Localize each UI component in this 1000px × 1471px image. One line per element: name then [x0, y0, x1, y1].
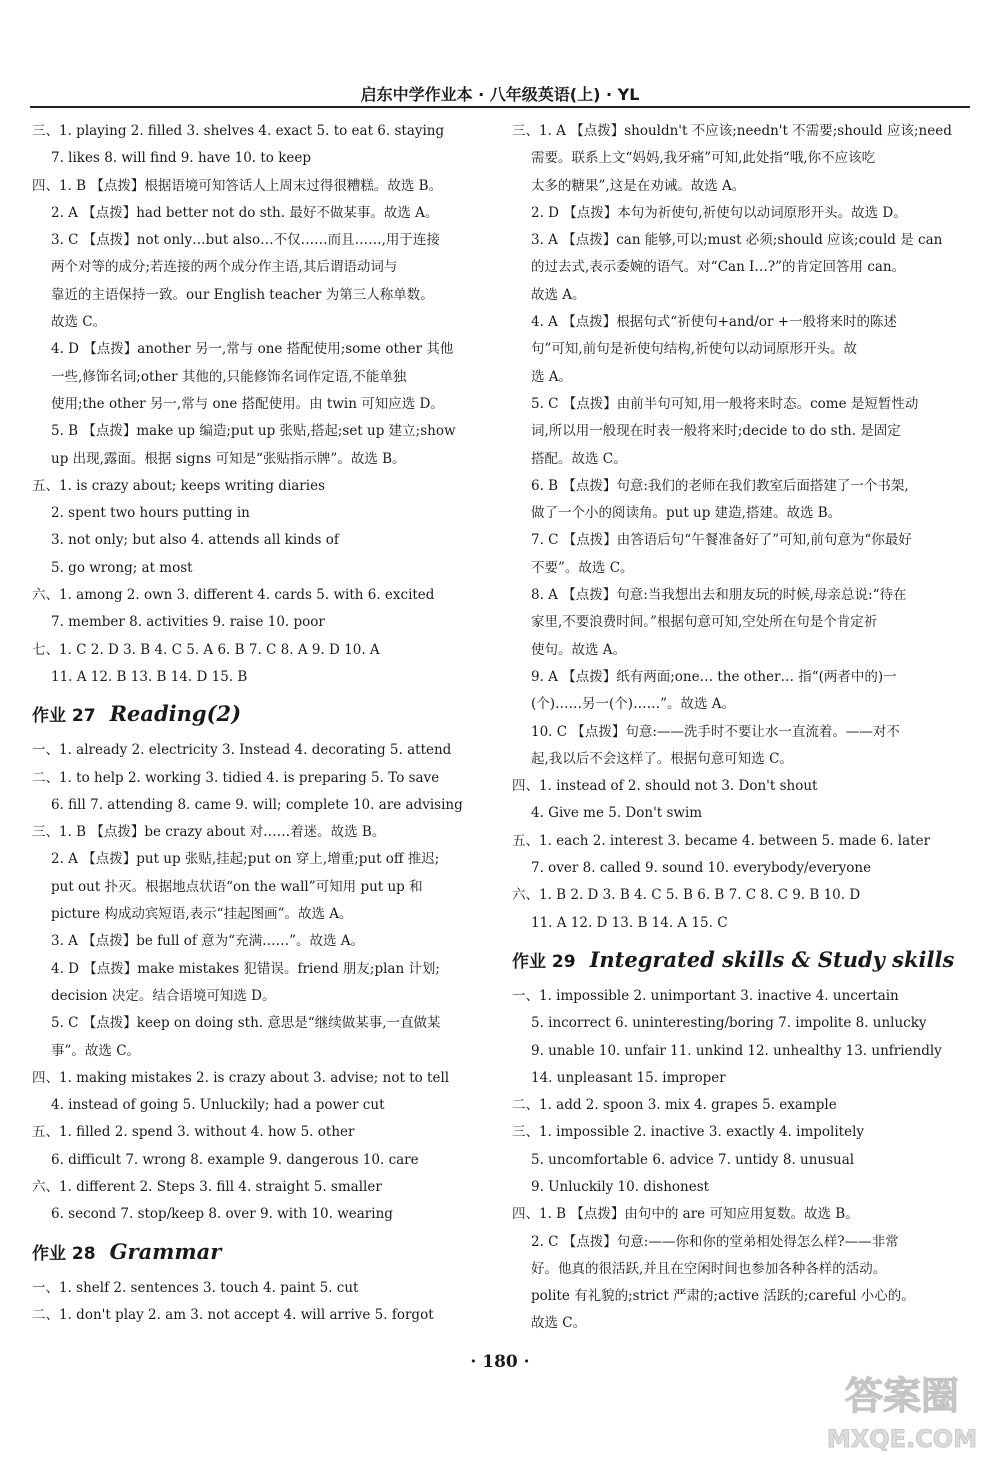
answer-line: 4. D 【点拨】another 另一,常与 one 搭配使用;some other 其他 — [51, 341, 454, 358]
answer-line: 一、1. shelf 2. sentences 3. touch 4. paint 5. cut — [32, 1279, 359, 1296]
answer-line: 一些,修饰名词;other 其他的,只能修饰名词作定语,不能单独 — [51, 368, 407, 385]
svg-text:答案圈: 答案圈 — [844, 1374, 960, 1418]
answer-line: 搭配。故选 C。 — [531, 450, 627, 467]
answer-line: 家里,不要浪费时间。”根据句意可知,空处所在句是个肯定祈 — [531, 614, 878, 631]
answer-line: 六、1. B 2. D 3. B 4. C 5. B 6. B 7. C 8. C 9. B 10. D — [512, 887, 861, 904]
answer-line: 四、1. B 【点拨】由句中的 are 可知应用复数。故选 B。 — [512, 1206, 859, 1223]
answer-line: 故选 C。 — [51, 314, 107, 331]
running-header: 启东中学作业本 · 八年级英语(上) · YL — [360, 85, 640, 104]
answer-line: 11. A 12. B 13. B 14. D 15. B — [51, 668, 248, 685]
answer-line: 6. fill 7. attending 8. came 9. will; complete 10. are advising — [51, 796, 463, 813]
answer-line: 2. D 【点拨】本句为祈使句,祈使句以动词原形开头。故选 D。 — [531, 204, 907, 221]
answer-line: up 出现,露面。根据 signs 可知是“张贴指示牌”。故选 B。 — [51, 450, 406, 467]
answer-line: 五、1. each 2. interest 3. became 4. between 5. made 6. later — [512, 832, 931, 849]
section-number: 作业 27 — [32, 706, 96, 727]
answer-line: 6. B 【点拨】句意:我们的老师在我们教室后面搭建了一个书架, — [531, 477, 909, 494]
answer-line: 7. over 8. called 9. sound 10. everybody/everyone — [531, 860, 872, 877]
answer-line: 6. difficult 7. wrong 8. example 9. dangerous 10. care — [51, 1151, 419, 1168]
answer-line: 7. member 8. activities 9. raise 10. poor — [51, 614, 325, 631]
section-number: 作业 28 — [32, 1243, 96, 1264]
answer-line: 做了一个小的阅读角。put up 建造,搭建。故选 B。 — [531, 505, 842, 522]
answer-line: 3. A 【点拨】be full of 意为“充满……”。故选 A。 — [51, 933, 365, 950]
answer-line: 三、1. A 【点拨】shouldn't 不应该;needn't 不需要;should 应该;need — [512, 123, 952, 139]
answer-line: 2. spent two hours putting in — [51, 505, 250, 522]
svg-text:MXQE.COM: MXQE.COM — [826, 1425, 978, 1453]
answer-line: 五、1. filled 2. spend 3. without 4. how 5. other — [32, 1124, 355, 1141]
page-number: · 180 · — [470, 1352, 530, 1372]
answer-line: 4. D 【点拨】make mistakes 犯错误。friend 朋友;plan 计划; — [51, 960, 440, 977]
answer-line: 7. C 【点拨】由答语后句“午餐准备好了”可知,前句意为“你最好 — [531, 532, 912, 549]
answer-line: 4. instead of going 5. Unluckily; had a power cut — [51, 1097, 385, 1114]
answer-line: 5. C 【点拨】keep on doing sth. 意思是“继续做某事,一直做某 — [51, 1015, 441, 1032]
answer-line: put out 扑灭。根据地点状语“on the wall”可知用 put up 和 — [51, 878, 423, 895]
answer-line: 5. incorrect 6. uninteresting/boring 7. impolite 8. unlucky — [531, 1015, 927, 1032]
answer-line: 3. A 【点拨】can 能够,可以;must 必须;should 应该;could 是 can — [531, 232, 943, 249]
answer-line: 六、1. among 2. own 3. different 4. cards 5. with 6. excited — [32, 587, 435, 604]
answer-line: 7. likes 8. will find 9. have 10. to keep — [51, 150, 312, 167]
section-title: Reading(2) — [109, 701, 242, 727]
left-column — [32, 118, 480, 1329]
answer-line: 的过去式,表示委婉的语气。对“Can I…?”的肯定回答用 can。 — [531, 259, 906, 276]
answer-line: 起,我以后不会这样了。根据句意可知选 C。 — [531, 750, 793, 767]
section-heading — [32, 691, 480, 737]
answer-line: 二、1. don't play 2. am 3. not accept 4. will arrive 5. forgot — [32, 1306, 434, 1323]
answer-line: 四、1. instead of 2. should not 3. Don't shout — [512, 778, 818, 795]
answer-line: 故选 C。 — [531, 1315, 587, 1332]
answer-line: 9. A 【点拨】纸有两面;one… the other… 指“(两者中的)一 — [531, 668, 897, 685]
answer-line: 二、1. add 2. spoon 3. mix 4. grapes 5. example — [512, 1097, 837, 1114]
answer-line: 5. C 【点拨】由前半句可知,用一般将来时态。come 是短暂性动 — [531, 395, 919, 412]
answer-line: 五、1. is crazy about; keeps writing diaries — [32, 477, 325, 494]
answer-line: 使句。故选 A。 — [531, 641, 627, 658]
answer-line: 句”可知,前句是祈使句结构,祈使句以动词原形开头。故 — [531, 341, 857, 358]
header-rule — [30, 106, 970, 108]
answer-line: 事”。故选 C。 — [51, 1042, 141, 1059]
section-title: Grammar — [109, 1238, 222, 1264]
answer-line: 靠近的主语保持一致。our English teacher 为第三人称单数。 — [51, 286, 434, 303]
answer-line: 不要”。故选 C。 — [531, 559, 634, 576]
section-heading — [32, 1229, 480, 1275]
answer-line: 六、1. different 2. Steps 3. fill 4. straight 5. smaller — [32, 1178, 382, 1195]
answer-line: 三、1. playing 2. filled 3. shelves 4. exact 5. to eat 6. staying — [32, 123, 445, 139]
answer-line: 四、1. B 【点拨】根据语境可知答话人上周末过得很糟糕。故选 B。 — [32, 177, 443, 194]
answer-line: 10. C 【点拨】句意:——洗手时不要让水一直流着。——对不 — [531, 723, 900, 740]
answer-line: 6. second 7. stop/keep 8. over 9. with 10. wearing — [51, 1206, 393, 1223]
section-title: Integrated skills & Study skills — [589, 946, 955, 972]
answer-line: 3. C 【点拨】not only…but also…不仅……而且……,用于连接 — [51, 232, 440, 249]
answer-line: 2. A 【点拨】had better not do sth. 最好不做某事。故选 A。 — [51, 204, 439, 221]
answer-line: 三、1. impossible 2. inactive 3. exactly 4. impolitely — [512, 1124, 865, 1141]
answer-line: 选 A。 — [531, 368, 573, 385]
answer-line: 14. unpleasant 15. improper — [531, 1069, 726, 1086]
answer-line: 二、1. to help 2. working 3. tidied 4. is preparing 5. To save — [32, 769, 440, 786]
answer-line: 太多的糖果”,这是在劝诫。故选 A。 — [531, 177, 746, 194]
answer-line: 四、1. making mistakes 2. is crazy about 3. advise; not to tell — [32, 1069, 450, 1086]
answer-line: 一、1. already 2. electricity 3. Instead 4. decorating 5. attend — [32, 742, 452, 759]
answer-line: 使用;the other 另一,常与 one 搭配使用。由 twin 可知应选 D。 — [51, 395, 444, 412]
answer-line: (个)……另一(个)……”。故选 A。 — [531, 696, 736, 713]
answer-line: 2. A 【点拨】put up 张贴,挂起;put on 穿上,增重;put off 推迟; — [51, 851, 440, 868]
section-number: 作业 29 — [512, 951, 576, 972]
answer-line: 好。他真的很活跃,并且在空闲时间也参加各种各样的活动。 — [531, 1260, 887, 1277]
answer-line: 2. C 【点拨】句意:——你和你的堂弟相处得怎么样?——非常 — [531, 1233, 899, 1250]
answer-line: 9. unable 10. unfair 11. unkind 12. unhealthy 13. unfriendly — [531, 1042, 942, 1059]
answer-line: 4. Give me 5. Don't swim — [531, 805, 703, 822]
answer-line: 9. Unluckily 10. dishonest — [531, 1178, 710, 1195]
answer-line: picture 构成动宾短语,表示“挂起图画”。故选 A。 — [51, 906, 353, 923]
answer-line: 8. A 【点拨】句意:当我想出去和朋友玩的时候,母亲总说:“待在 — [531, 587, 907, 604]
right-column — [512, 118, 960, 1338]
answer-line: decision 决定。结合语境可知选 D。 — [51, 987, 276, 1004]
answer-line: 5. B 【点拨】make up 编造;put up 张贴,搭起;set up 建立;show — [51, 423, 456, 440]
answer-line: 一、1. impossible 2. unimportant 3. inactive 4. uncertain — [512, 987, 899, 1004]
answer-line: 5. uncomfortable 6. advice 7. untidy 8. unusual — [531, 1151, 855, 1168]
answer-line: polite 有礼貌的;strict 严肃的;active 活跃的;careful 小心的。 — [531, 1288, 915, 1305]
answer-line: 3. not only; but also 4. attends all kinds of — [51, 532, 339, 549]
answer-line: 三、1. B 【点拨】be crazy about 对……着迷。故选 B。 — [32, 824, 386, 841]
answer-line: 七、1. C 2. D 3. B 4. C 5. A 6. B 7. C 8. A 9. D 10. A — [32, 641, 380, 658]
watermark-logo — [822, 1359, 982, 1459]
answer-line: 5. go wrong; at most — [51, 559, 193, 576]
answer-line: 故选 A。 — [531, 286, 586, 303]
answer-line: 4. A 【点拨】根据句式“祈使句+and/or +一般将来时的陈述 — [531, 314, 898, 331]
answer-line: 词,所以用一般现在时表一般将来时;decide to do sth. 是固定 — [531, 423, 901, 440]
answer-line: 两个对等的成分;若连接的两个成分作主语,其后谓语动词与 — [51, 259, 398, 276]
answer-line: 需要。联系上文“妈妈,我牙痛”可知,此处指“哦,你不应该吃 — [531, 150, 876, 167]
section-heading — [512, 937, 960, 983]
answer-line: 11. A 12. D 13. B 14. A 15. C — [531, 914, 728, 931]
